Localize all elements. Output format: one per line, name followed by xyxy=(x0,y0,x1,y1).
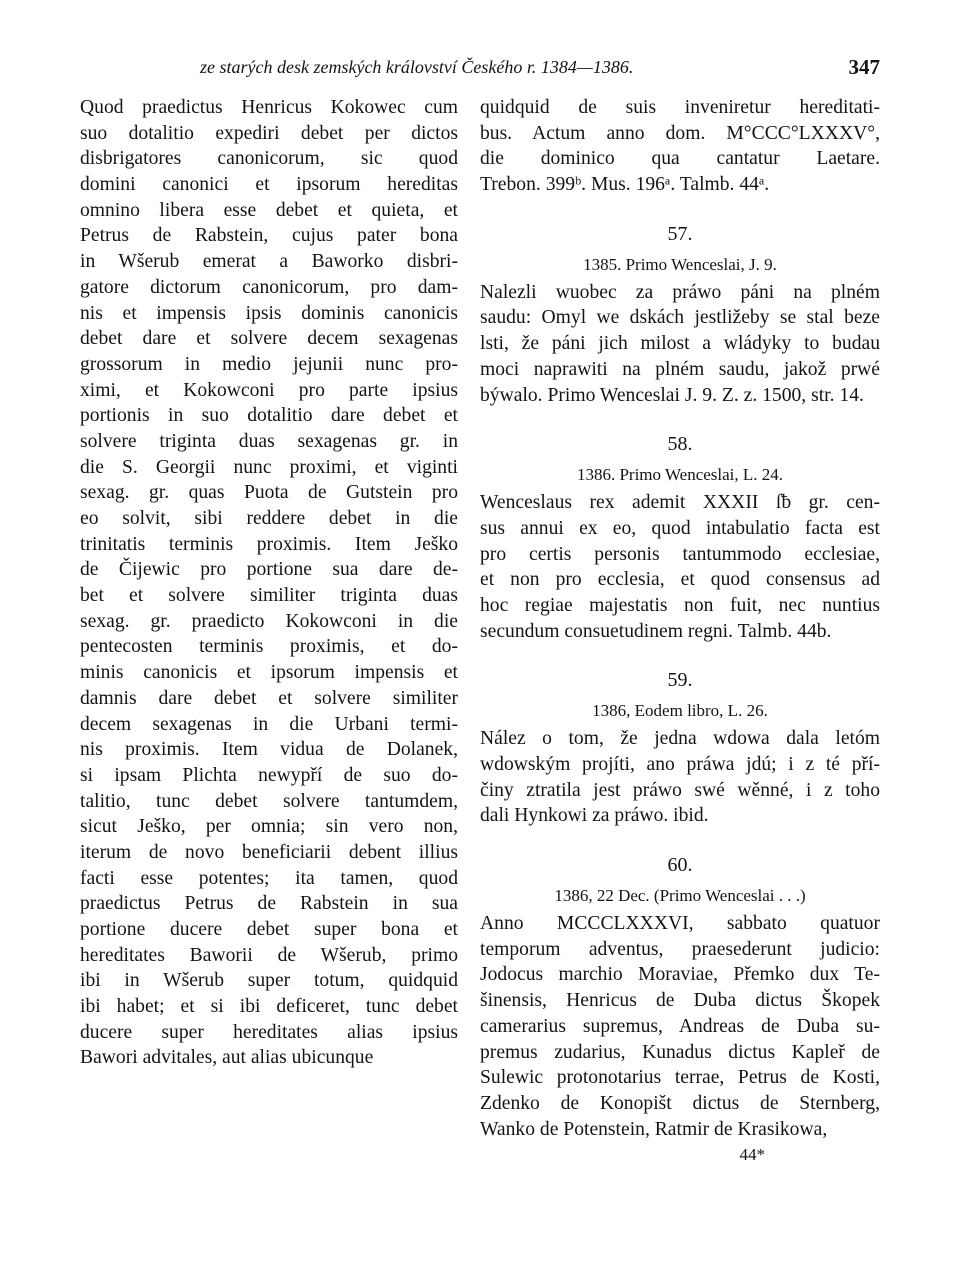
text-line: domini canonici et ipsorum hereditas xyxy=(80,174,458,196)
text-line: portionis in suo dotalitio dare debet et xyxy=(80,405,458,427)
left-column xyxy=(80,95,458,1071)
text-line: quidquid de suis inveniretur hereditati- xyxy=(480,97,880,118)
text-line: Quod praedictus Henricus Kokowec cum xyxy=(80,97,458,118)
entry-number: 58. xyxy=(667,433,693,456)
text-line: damnis dare debet et solvere similiter xyxy=(80,687,458,709)
text-line: minis canonicis et ipsorum impensis et xyxy=(80,662,458,684)
text-line: iterum de novo beneficiarii debent illius xyxy=(80,841,458,863)
entry-heading: 1386, Eodem libro, L. 26. xyxy=(592,701,768,721)
text-line: dali Hynkowi za práwo. ibid. xyxy=(480,805,709,827)
entry-number: 57. xyxy=(667,222,693,245)
text-line: pro certis personis tantummodo ecclesiae, xyxy=(480,543,880,565)
text-line: et non pro ecclesia, et quod consensus ad xyxy=(480,569,880,591)
text-line: nis proximis. Item vidua de Dolanek, xyxy=(80,739,458,761)
text-line: camerarius supremus, Andreas de Duba su- xyxy=(480,1015,880,1037)
text-line: praedictus Petrus de Rabstein in sua xyxy=(80,893,458,915)
text-line: moci naprawiti na plném saudu, jakož prwé xyxy=(480,358,880,380)
text-line: omnino libera esse debet et quieta, et xyxy=(80,199,458,221)
entry-spacer xyxy=(480,408,880,428)
text-line: grossorum in medio jejunii nunc pro- xyxy=(80,353,458,375)
text-line: sicut Ješko, per omnia; sin vero non, xyxy=(80,816,458,838)
text-line: sexag. gr. quas Puota de Gutstein pro xyxy=(80,482,458,504)
text-line: decem sexagenas in die Urbani termi- xyxy=(80,713,458,735)
text-line: nis et impensis ipsis dominis canonicis xyxy=(80,302,458,324)
text-line: ducere super hereditates alias ipsius xyxy=(80,1021,458,1043)
text-line: ibi in Wšerub super totum, quidquid xyxy=(80,970,458,992)
text-line: činy ztratila jest práwo swé wěnné, i z toho xyxy=(480,779,880,801)
text-line: secundum consuetudinem regni. Talmb. 44b. xyxy=(480,620,832,642)
text-line: solvere triginta duas sexagenas gr. in xyxy=(80,430,458,452)
text-line: gatore dictorum canonicorum, pro dam- xyxy=(80,276,458,298)
entry-heading: 1386. Primo Wenceslai, L. 24. xyxy=(576,465,784,485)
page-header xyxy=(80,57,880,87)
text-line: býwalo. Primo Wenceslai J. 9. Z. z. 1500, str. 14. xyxy=(480,384,864,406)
text-line: ibi habet; et si ibi deficeret, tunc debet xyxy=(80,996,458,1018)
text-line: trinitatis terminis proximis. Item Ješko xyxy=(80,533,458,555)
text-line: Jodocus marchio Moraviae, Přemko dux Te- xyxy=(480,964,880,986)
text-line: Wanko de Potenstein, Ratmir de Krasikowa, xyxy=(480,1118,828,1140)
text-line: Bawori advitales, aut alias ubicunque xyxy=(80,1047,374,1069)
text-line: Wenceslaus rex ademit XXXII ſƀ gr. cen- xyxy=(480,492,880,514)
text-line: saudu: Omyl we dskách jestližeby se stal beze xyxy=(480,307,880,329)
entry-number: 60. xyxy=(667,854,693,877)
text-line: de Čijewic pro portione sua dare de- xyxy=(80,559,458,581)
entry-spacer xyxy=(480,198,880,218)
text-line: eo solvit, sibi reddere debet in die xyxy=(80,508,458,529)
catchword: 44* xyxy=(739,1145,765,1165)
right-column xyxy=(480,95,880,1168)
text-line: Trebon. 399ᵇ. Mus. 196ᵃ. Talmb. 44ᵃ. xyxy=(480,174,770,196)
running-title: ze starých desk zemských království Českého r. 1384—1386. xyxy=(200,57,634,77)
text-line: ximi, et Kokowconi pro parte ipsius xyxy=(80,379,458,401)
text-line: in Wšerub emerat a Baworko disbri- xyxy=(80,251,458,273)
text-line: portione ducere debet super bona et xyxy=(80,919,458,940)
text-line: debet dare et solvere decem sexagenas xyxy=(80,328,458,350)
text-line: hereditates Baworii de Wšerub, primo xyxy=(80,944,458,966)
entry-heading: 1385. Primo Wenceslai, J. 9. xyxy=(583,254,777,274)
text-line: lsti, že páni jich milost a wládyky to budau xyxy=(480,333,880,355)
text-line: Anno MCCCLXXXVI, sabbato quatuor xyxy=(480,913,880,935)
text-line: disbrigatores canonicorum, sic quod xyxy=(80,148,458,170)
text-line: pentecosten terminis proximis, et do- xyxy=(80,636,458,658)
text-line: Sulewic protonotarius terrae, Petrus de Kosti, xyxy=(480,1067,880,1089)
entry-heading: 1386, 22 Dec. (Primo Wenceslai . . .) xyxy=(554,886,806,906)
text-line: facti esse potentes; ita tamen, quod xyxy=(80,867,458,889)
text-line: Zdenko de Konopišt dictus de Sternberg, xyxy=(480,1092,880,1114)
text-line: bus. Actum anno dom. M°CCC°LXXXV°, xyxy=(480,122,880,144)
text-line: wdowským projíti, ano práwa jdú; i z té pří- xyxy=(480,754,880,775)
entry-spacer xyxy=(480,829,880,849)
text-line: hoc regiae majestatis non fuit, nec nuntius xyxy=(480,594,880,616)
text-line: talitio, tunc debet solvere tantumdem, xyxy=(80,790,458,812)
entry-number: 59. xyxy=(667,669,693,692)
text-line: si ipsam Plichta newypří de suo do- xyxy=(80,764,458,786)
page-number: 347 xyxy=(848,55,880,79)
text-line: suo dotalitio expediri debet per dictos xyxy=(80,122,458,144)
text-line: temporum adventus, praesederunt judicio: xyxy=(480,938,880,960)
text-line: die dominico qua cantatur Laetare. xyxy=(480,148,880,170)
entry-spacer xyxy=(480,644,880,664)
text-line: Nalezli wuobec za práwo páni na plném xyxy=(480,281,880,303)
text-line: bet et solvere similiter triginta duas xyxy=(80,585,458,607)
text-line: sus annui ex eo, quod intabulatio facta est xyxy=(480,517,880,539)
text-line: šinensis, Henricus de Duba dictus Škopek xyxy=(480,990,880,1012)
text-line: Nález o tom, že jedna wdowa dala letóm xyxy=(480,728,880,750)
text-line: premus zudarius, Kunadus dictus Kapleř de xyxy=(480,1041,880,1063)
text-line: die S. Georgii nunc proximi, et viginti xyxy=(80,456,458,478)
text-line: sexag. gr. praedicto Kokowconi in die xyxy=(80,610,458,632)
text-line: Petrus de Rabstein, cujus pater bona xyxy=(80,225,458,247)
